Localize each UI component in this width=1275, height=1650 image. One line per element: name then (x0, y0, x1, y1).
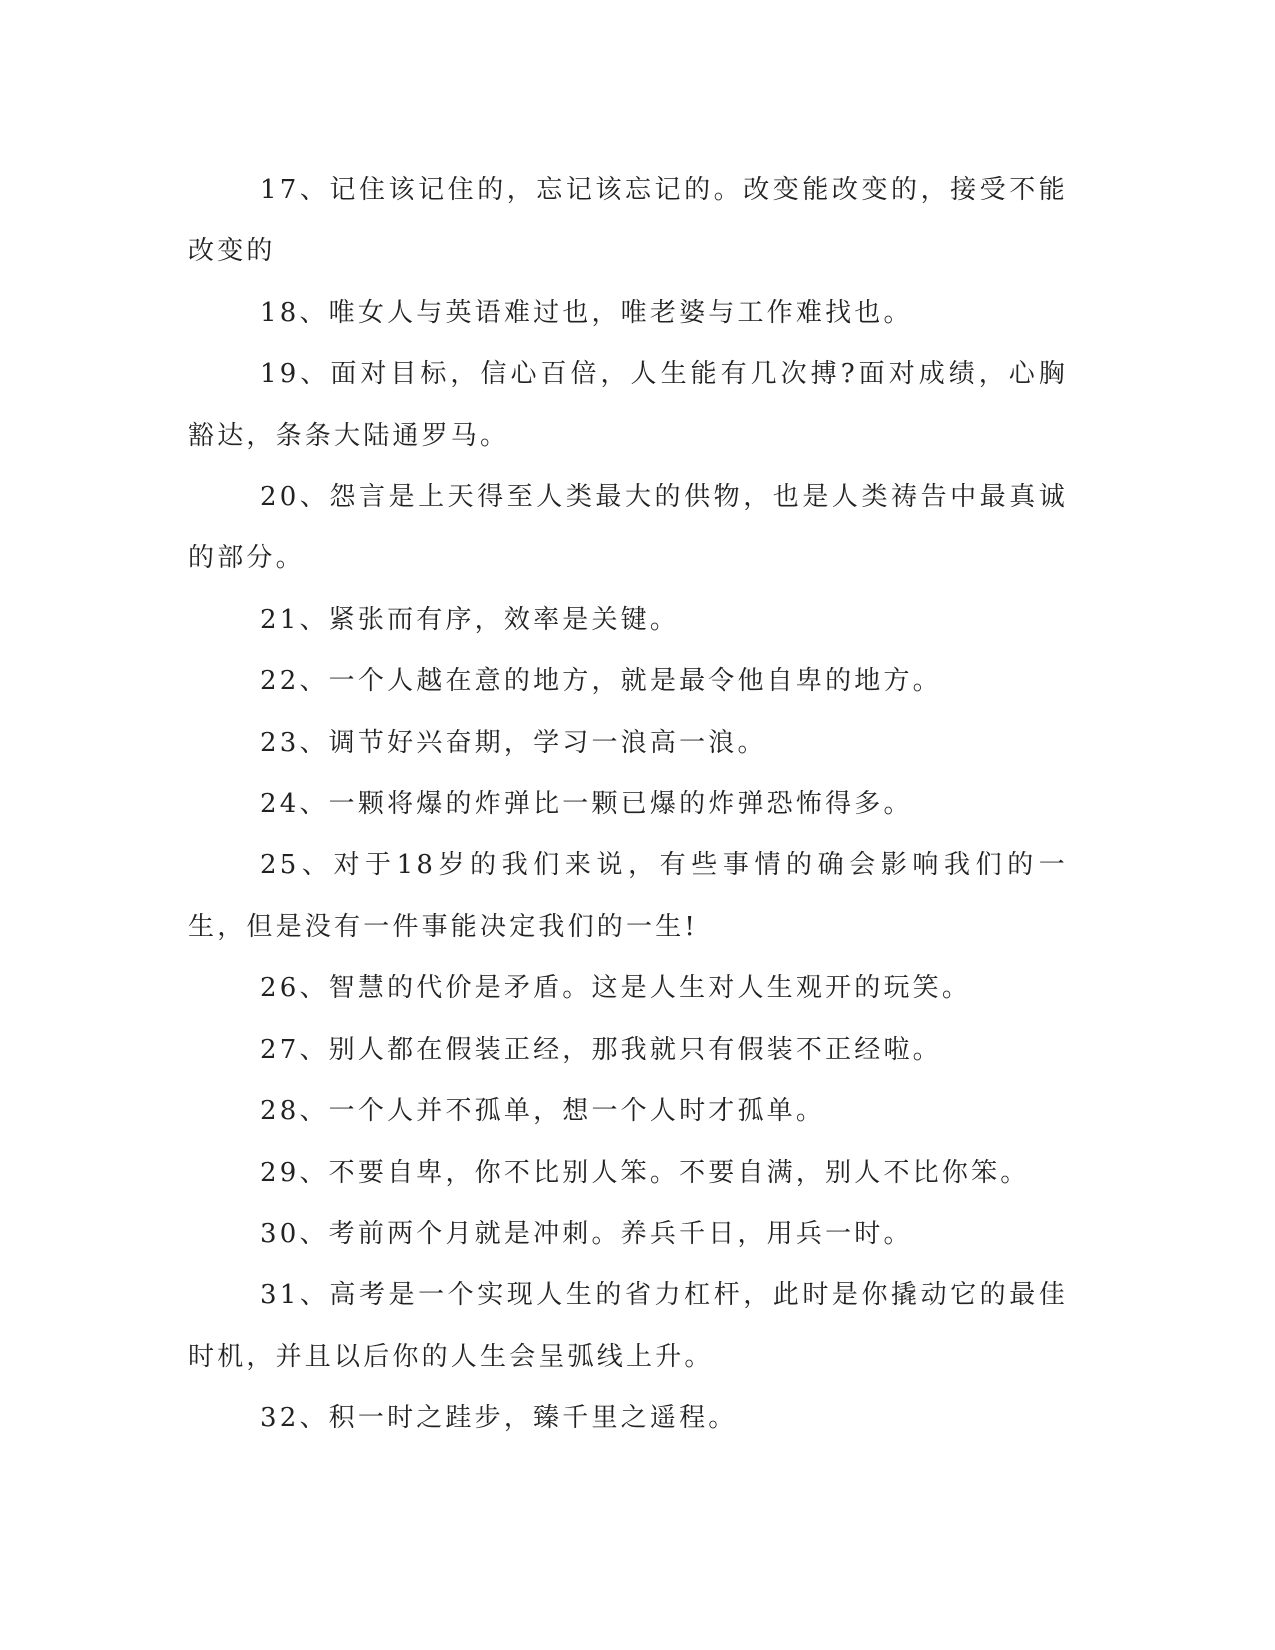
paragraph-21: 21、紧张而有序，效率是关键。 (260, 604, 680, 635)
paragraph-30: 30、考前两个月就是冲刺。养兵千日，用兵一时。 (260, 1218, 913, 1249)
paragraph-28: 28、一个人并不孤单，想一个人时才孤单。 (260, 1096, 826, 1127)
paragraph-19: 19、面对目标，信心百倍，人生能有几次搏?面对成绩，心胸豁达，条条大陆通罗马。 (188, 359, 1068, 451)
paragraph-18: 18、唯女人与英语难过也，唯老婆与工作难找也。 (260, 297, 913, 328)
paragraph-26: 26、智慧的代价是矛盾。这是人生对人生观开的玩笑。 (260, 973, 972, 1004)
paragraph-20: 20、怨言是上天得至人类最大的供物，也是人类祷告中最真诚的部分。 (188, 482, 1068, 574)
paragraph-17: 17、记住该记住的，忘记该忘记的。改变能改变的，接受不能改变的 (188, 175, 1068, 267)
paragraph-31: 31、高考是一个实现人生的省力杠杆，此时是你撬动它的最佳时机，并且以后你的人生会呈弧线上升。 (188, 1280, 1068, 1372)
paragraph-24: 24、一颗将爆的炸弹比一颗已爆的炸弹恐怖得多。 (260, 789, 913, 820)
paragraph-23: 23、调节好兴奋期，学习一浪高一浪。 (260, 727, 767, 758)
paragraph-27: 27、别人都在假装正经，那我就只有假装不正经啦。 (260, 1034, 942, 1065)
paragraph-29: 29、不要自卑，你不比别人笨。不要自满，别人不比你笨。 (260, 1157, 1030, 1188)
paragraph-22: 22、一个人越在意的地方，就是最令他自卑的地方。 (260, 666, 942, 697)
paragraph-25: 25、对于18岁的我们来说，有些事情的确会影响我们的一生，但是没有一件事能决定我们的一生! (188, 850, 1068, 942)
paragraph-32: 32、积一时之跬步，臻千里之遥程。 (260, 1403, 738, 1434)
document-body (188, 160, 1068, 1450)
